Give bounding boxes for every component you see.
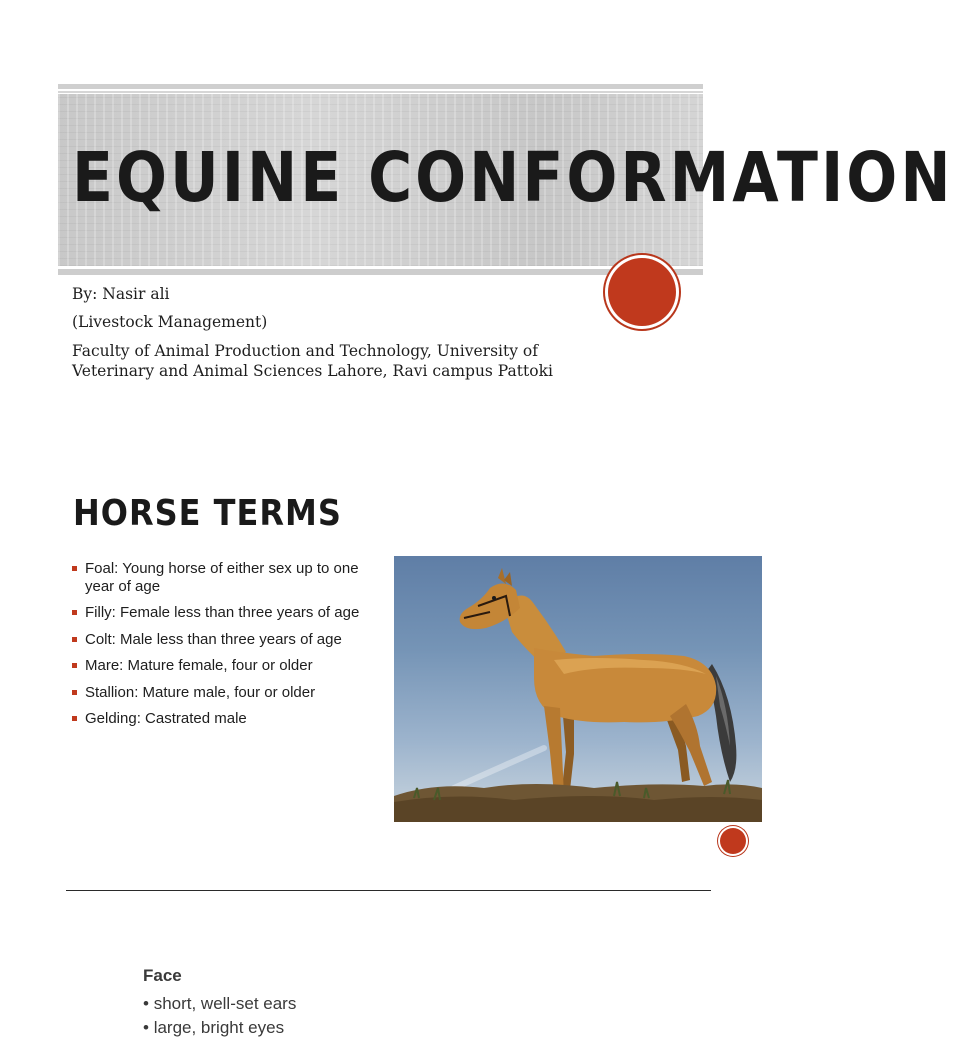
list-item bbox=[72, 710, 372, 728]
face-bullet-text: large, bright eyes bbox=[153, 1018, 285, 1037]
square-bullet-icon bbox=[72, 637, 77, 642]
list-item bbox=[72, 560, 372, 595]
institution-line: Faculty of Animal Production and Technology, University of Veterinary and Animal Sciences Lahore, Ravi campus Pattoki bbox=[72, 342, 553, 380]
section-title-horse-terms: HORSE TERMS bbox=[73, 492, 342, 534]
list-item bbox=[72, 684, 372, 702]
department-line: (Livestock Management) bbox=[72, 313, 268, 331]
dot-bullet-icon: • bbox=[143, 994, 149, 1013]
presentation-title: EQUINE CONFORMATION bbox=[72, 137, 954, 219]
term-text: Filly: Female less than three years of age bbox=[85, 604, 360, 621]
term-text: Gelding: Castrated male bbox=[85, 710, 247, 727]
title-band-top-rule-thin bbox=[58, 91, 703, 93]
title-slide bbox=[0, 0, 954, 440]
term-text: Mare: Mature female, four or older bbox=[85, 657, 313, 674]
horse-illustration bbox=[394, 556, 762, 822]
face-bullet-item bbox=[143, 994, 296, 1014]
term-text: Stallion: Mature male, four or older bbox=[85, 683, 316, 701]
square-bullet-icon bbox=[72, 690, 77, 695]
square-bullet-icon bbox=[72, 716, 77, 721]
horse-photo bbox=[394, 556, 762, 822]
slide-divider bbox=[66, 890, 711, 891]
list-item bbox=[72, 604, 372, 622]
title-band-top-rule bbox=[58, 84, 703, 89]
square-bullet-icon bbox=[72, 566, 77, 571]
decorative-circle-large bbox=[608, 258, 676, 326]
list-item bbox=[72, 657, 372, 675]
decorative-circle-small bbox=[720, 828, 746, 854]
term-text: Foal: Young horse of either sex up to one year of age bbox=[85, 560, 359, 595]
face-bullet-text: short, well-set ears bbox=[153, 994, 297, 1013]
title-band-bottom-rule bbox=[58, 269, 703, 275]
face-heading: Face bbox=[143, 966, 182, 985]
square-bullet-icon bbox=[72, 610, 77, 615]
list-item bbox=[72, 631, 372, 649]
face-bullet-item bbox=[143, 1018, 284, 1038]
term-text: Colt: Male less than three years of age bbox=[85, 630, 342, 648]
dot-bullet-icon: • bbox=[143, 1018, 149, 1037]
square-bullet-icon bbox=[72, 663, 77, 668]
horse-terms-list bbox=[72, 560, 372, 737]
author-line: By: Nasir ali bbox=[72, 285, 170, 303]
